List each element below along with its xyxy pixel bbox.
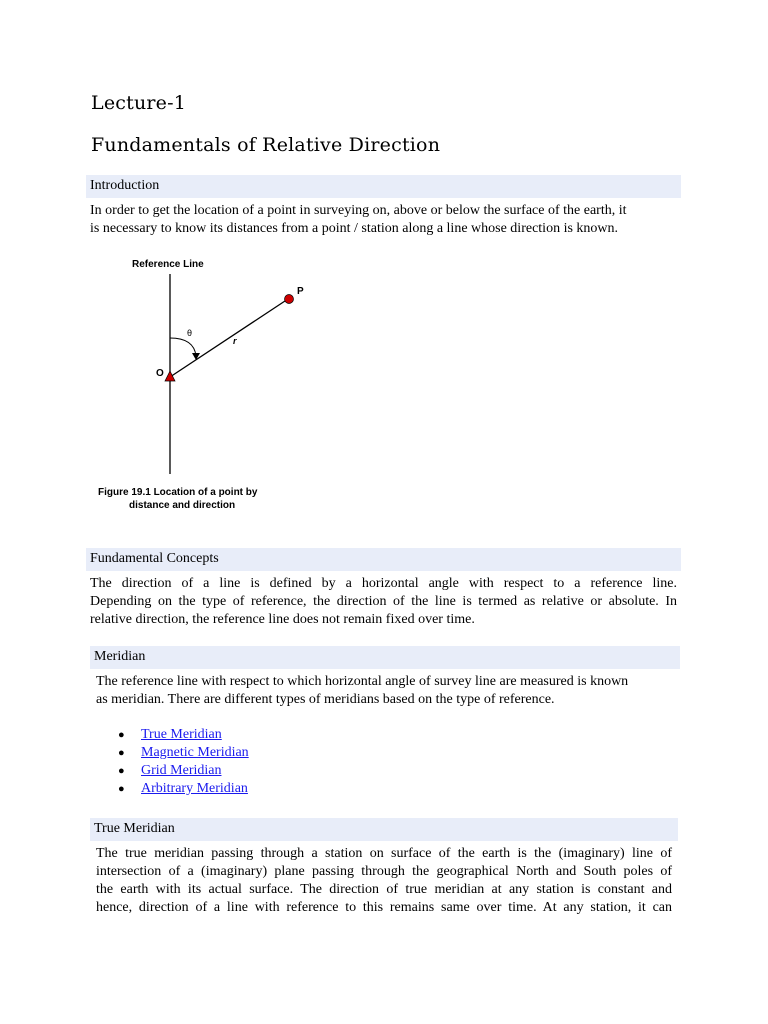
angle-arrowhead [192,353,200,360]
link-true-meridian[interactable]: True Meridian [141,727,222,742]
section-heading-introduction: Introduction [86,175,681,198]
reference-line-label: Reference Line [132,259,204,270]
meridian-types-list [117,726,249,798]
paragraph-line: The direction of a line is defined by a horizontal angle with respect to a reference line. [90,576,677,591]
section-heading-meridian: Meridian [90,646,680,669]
lecture-number: Lecture-1 [91,92,187,114]
radius-label: r [233,336,237,346]
section-heading-fundamental-concepts: Fundamental Concepts [86,548,681,571]
paragraph-line: intersection of a (imaginary) plane passing through the geographical North and South poles of [96,864,672,879]
introduction-paragraph [90,202,690,238]
fundamental-concepts-paragraph [90,575,677,629]
link-arbitrary-meridian[interactable]: Arbitrary Meridian [141,781,248,796]
paragraph-line: relative direction, the reference line does not remain fixed over time. [90,612,475,627]
link-magnetic-meridian[interactable]: Magnetic Meridian [141,745,249,760]
section-heading-true-meridian: True Meridian [90,818,678,841]
bullet-icon: ● [118,729,125,741]
paragraph-line: hence, direction of a line with reference to this remains same over time. At any station, it can [96,900,672,915]
paragraph-line: The reference line with respect to which horizontal angle of survey line are measured is known [96,674,629,689]
point-o-marker [165,371,175,381]
figure-caption-line-2: distance and direction [129,500,236,511]
paragraph-line: the earth with its actual surface. The direction of true meridian at any station is constant and [96,882,672,897]
introduction-line: In order to get the location of a point in surveying on, above or below the surface of the earth, it [90,203,627,218]
meridian-paragraph [96,673,686,709]
bullet-icon: ● [118,747,125,759]
paragraph-line: Depending on the type of reference, the direction of the line is termed as relative or absolute. In [90,594,677,609]
figure-location-diagram [90,252,330,516]
list-item [117,744,249,762]
list-item [117,726,249,744]
bullet-icon: ● [118,765,125,777]
figure-caption-line-1: Figure 19.1 Location of a point by [98,487,258,498]
point-o-label: O [156,368,164,379]
angle-label: θ [187,328,193,338]
true-meridian-paragraph [96,845,672,917]
list-item [117,780,249,798]
page-title: Fundamentals of Relative Direction [91,134,441,156]
link-grid-meridian[interactable]: Grid Meridian [141,763,222,778]
paragraph-line: as meridian. There are different types of meridians based on the type of reference. [96,692,555,707]
paragraph-line: The true meridian passing through a station on surface of the earth is the (imaginary) line of [96,846,672,861]
list-item [117,762,249,780]
angle-arc [170,338,196,356]
point-p-label: P [297,286,304,297]
bullet-icon: ● [118,783,125,795]
radius-line [170,299,288,377]
introduction-line: is necessary to know its distances from a point / station along a line whose direction is known. [90,221,619,236]
point-p-marker [285,295,294,304]
